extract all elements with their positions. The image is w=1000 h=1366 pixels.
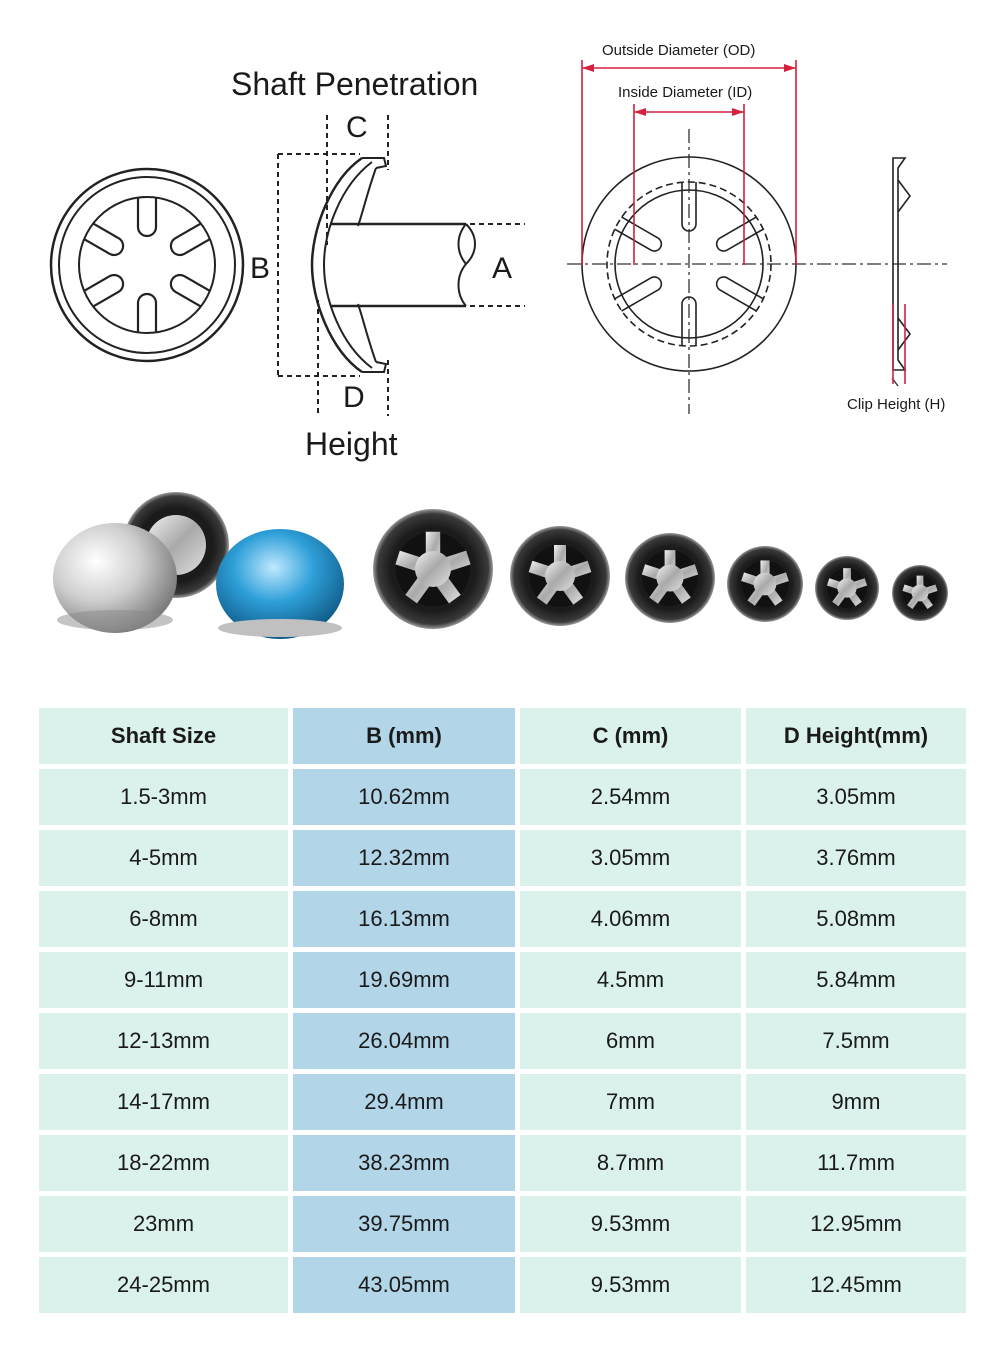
header-b: B (mm) bbox=[293, 708, 515, 764]
cell-shaft-size: 6-8mm bbox=[39, 891, 288, 947]
cell-d-height: 9mm bbox=[746, 1074, 966, 1130]
label-d: D bbox=[343, 381, 365, 414]
header-d-height: D Height(mm) bbox=[746, 708, 966, 764]
star-tab bbox=[614, 277, 661, 311]
cell-d-height: 3.05mm bbox=[746, 769, 966, 825]
clip-side-profile bbox=[892, 158, 910, 386]
table-row bbox=[39, 1196, 966, 1252]
table-row bbox=[39, 1135, 966, 1191]
table-row bbox=[39, 1013, 966, 1069]
cell-d-height: 5.84mm bbox=[746, 952, 966, 1008]
cell-shaft-size: 23mm bbox=[39, 1196, 288, 1252]
star-tab bbox=[614, 217, 661, 251]
outside-diameter-label: Outside Diameter (OD) bbox=[602, 42, 756, 59]
washer-photo bbox=[510, 526, 610, 626]
cell-d-height: 3.76mm bbox=[746, 830, 966, 886]
height-title: Height bbox=[305, 426, 398, 462]
cell-d-height: 5.08mm bbox=[746, 891, 966, 947]
cell-b: 19.69mm bbox=[293, 952, 515, 1008]
cell-b: 43.05mm bbox=[293, 1257, 515, 1313]
cell-c: 9.53mm bbox=[520, 1196, 741, 1252]
cap-samples bbox=[53, 492, 344, 639]
cell-shaft-size: 4-5mm bbox=[39, 830, 288, 886]
inside-diameter-label: Inside Diameter (ID) bbox=[618, 84, 753, 101]
cell-c: 8.7mm bbox=[520, 1135, 741, 1191]
header-c: C (mm) bbox=[520, 708, 741, 764]
table-row bbox=[39, 769, 966, 825]
cell-c: 3.05mm bbox=[520, 830, 741, 886]
cell-c: 4.06mm bbox=[520, 891, 741, 947]
silver-cap bbox=[53, 523, 177, 633]
spec-table bbox=[34, 703, 971, 1318]
cell-shaft-size: 24-25mm bbox=[39, 1257, 288, 1313]
star-tab bbox=[717, 277, 764, 311]
cap-side-view bbox=[278, 115, 525, 416]
cell-b: 39.75mm bbox=[293, 1196, 515, 1252]
label-c: C bbox=[346, 111, 368, 144]
table-row bbox=[39, 1257, 966, 1313]
cell-b: 16.13mm bbox=[293, 891, 515, 947]
washer-photo bbox=[727, 546, 803, 622]
cell-c: 6mm bbox=[520, 1013, 741, 1069]
cell-d-height: 12.45mm bbox=[746, 1257, 966, 1313]
cell-c: 4.5mm bbox=[520, 952, 741, 1008]
cell-b: 10.62mm bbox=[293, 769, 515, 825]
washer-photo bbox=[625, 533, 715, 623]
cell-d-height: 7.5mm bbox=[746, 1013, 966, 1069]
washer-photo bbox=[892, 565, 948, 621]
cell-b: 29.4mm bbox=[293, 1074, 515, 1130]
product-photo-strip bbox=[0, 490, 1000, 665]
label-a: A bbox=[492, 252, 513, 285]
table-header-row bbox=[39, 708, 966, 764]
cell-b: 12.32mm bbox=[293, 830, 515, 886]
cell-d-height: 11.7mm bbox=[746, 1135, 966, 1191]
washer-front-view bbox=[51, 169, 243, 361]
cell-b: 38.23mm bbox=[293, 1135, 515, 1191]
cell-shaft-size: 18-22mm bbox=[39, 1135, 288, 1191]
cell-shaft-size: 14-17mm bbox=[39, 1074, 288, 1130]
cell-c: 2.54mm bbox=[520, 769, 741, 825]
table-row bbox=[39, 1074, 966, 1130]
cell-shaft-size: 9-11mm bbox=[39, 952, 288, 1008]
table-row bbox=[39, 891, 966, 947]
table-row bbox=[39, 952, 966, 1008]
table-row bbox=[39, 830, 966, 886]
cell-shaft-size: 1.5-3mm bbox=[39, 769, 288, 825]
cell-d-height: 12.95mm bbox=[746, 1196, 966, 1252]
cell-c: 7mm bbox=[520, 1074, 741, 1130]
label-b: B bbox=[250, 252, 271, 285]
header-shaft-size: Shaft Size bbox=[39, 708, 288, 764]
clip-height-label: Clip Height (H) bbox=[847, 396, 946, 413]
shaft-penetration-title: Shaft Penetration bbox=[231, 66, 479, 102]
cell-c: 9.53mm bbox=[520, 1257, 741, 1313]
star-tab bbox=[717, 217, 764, 251]
washer-photo bbox=[373, 509, 493, 629]
cell-shaft-size: 12-13mm bbox=[39, 1013, 288, 1069]
blue-cap bbox=[216, 529, 344, 639]
washer-size-row bbox=[373, 509, 948, 629]
cell-b: 26.04mm bbox=[293, 1013, 515, 1069]
washer-technical-view bbox=[567, 129, 947, 414]
washer-photo bbox=[815, 556, 879, 620]
